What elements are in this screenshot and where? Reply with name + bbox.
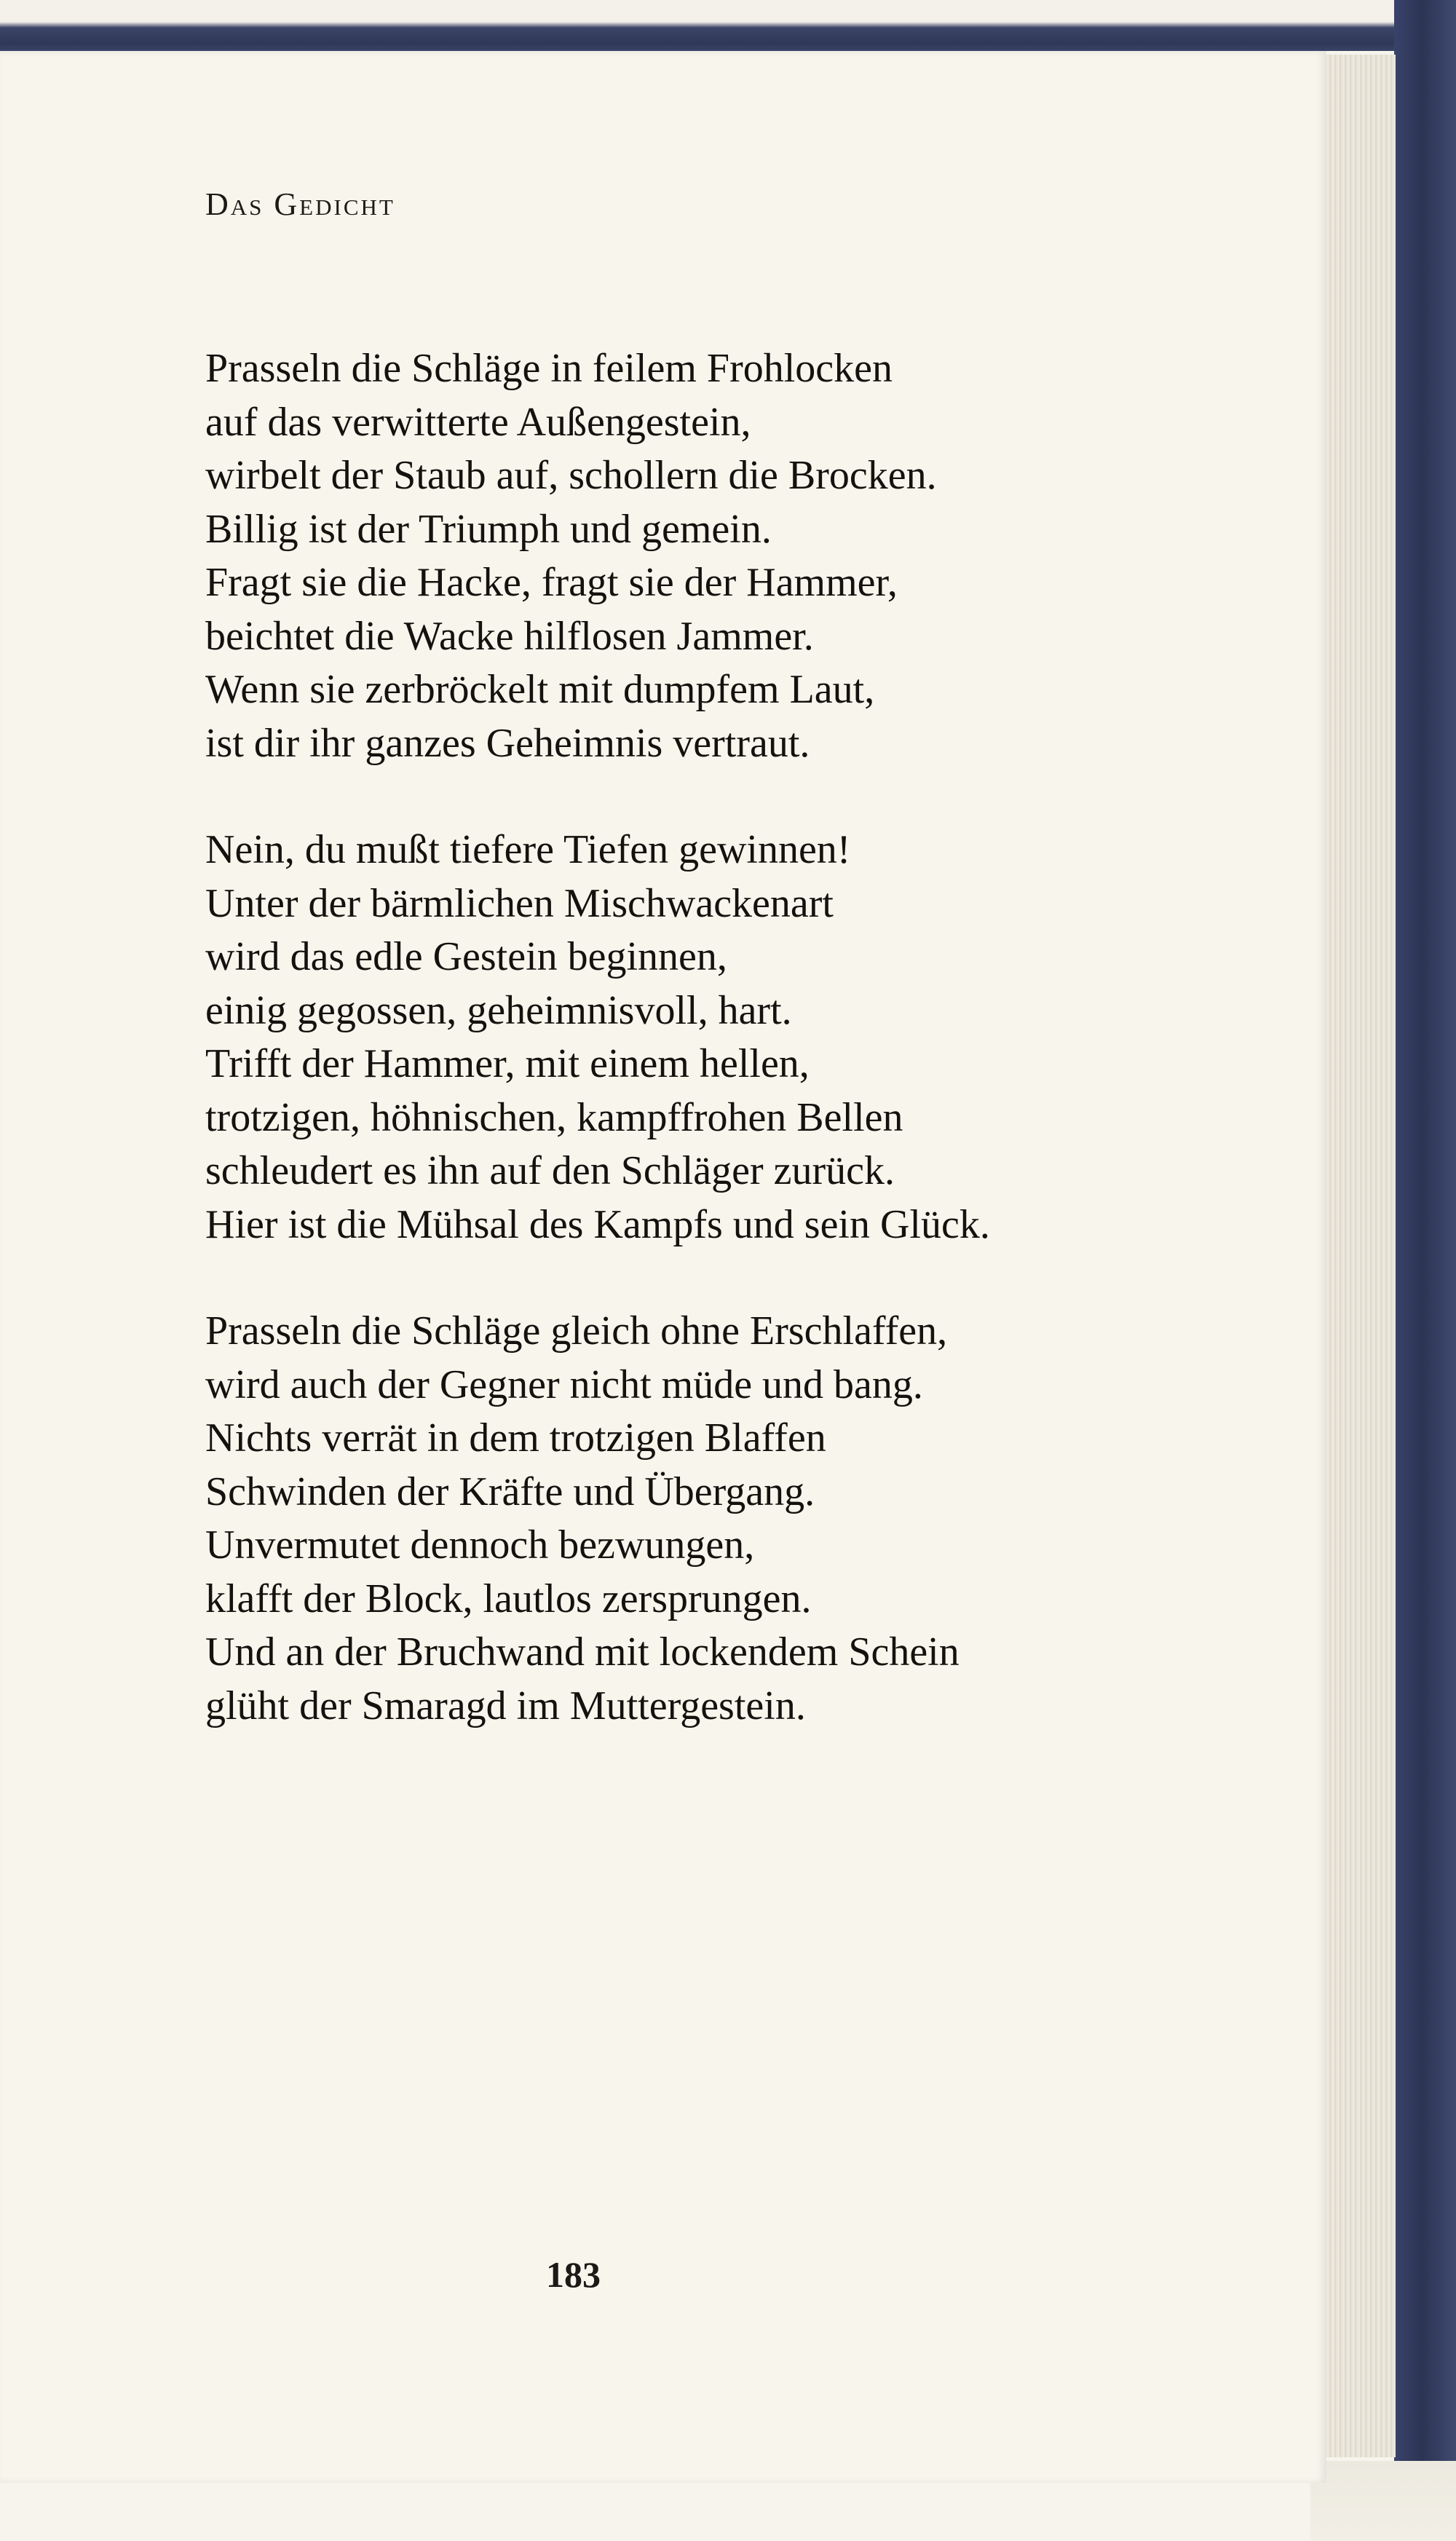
poem-line: Prasseln die Schläge gleich ohne Erschlaffen, bbox=[205, 1308, 948, 1354]
poem-line: Und an der Bruchwand mit lockendem Schein bbox=[205, 1629, 960, 1675]
poem-line: Schwinden der Kräfte und Übergang. bbox=[205, 1469, 815, 1514]
poem-line: klafft der Block, lautlos zersprungen. bbox=[205, 1576, 812, 1621]
poem-line: glüht der Smaragd im Muttergestein. bbox=[205, 1683, 806, 1728]
book-cover-right-edge bbox=[1394, 0, 1456, 2541]
poem-line: schleudert es ihn auf den Schläger zurück. bbox=[205, 1148, 895, 1193]
stanza-1 bbox=[205, 342, 1312, 770]
running-head: Das Gedicht bbox=[205, 186, 395, 222]
poem-line: einig gegossen, geheimnisvoll, hart. bbox=[205, 987, 792, 1033]
poem-line: Prasseln die Schläge in feilem Frohlocken bbox=[205, 346, 893, 391]
stanza-2 bbox=[205, 823, 1312, 1252]
poem-line: Wenn sie zerbröckelt mit dumpfem Laut, bbox=[205, 667, 875, 712]
stanza-3 bbox=[205, 1305, 1312, 1733]
poem-line: wird auch der Gegner nicht müde und bang. bbox=[205, 1362, 923, 1407]
book-cover-top-edge bbox=[0, 0, 1456, 51]
poem-line: Nein, du mußt tiefere Tiefen gewinnen! bbox=[205, 827, 851, 872]
poem-line: Fragt sie die Hacke, fragt sie der Hammer, bbox=[205, 560, 898, 605]
poem-line: Hier ist die Mühsal des Kampfs und sein Glück. bbox=[205, 1201, 990, 1247]
page-number: 183 bbox=[546, 2254, 601, 2295]
poem-line: auf das verwitterte Außengestein, bbox=[205, 399, 751, 445]
poem-line: Unter der bärmlichen Mischwackenart bbox=[205, 880, 834, 926]
poem-line: wird das edle Gestein beginnen, bbox=[205, 934, 727, 979]
poem-line: Unvermutet dennoch bezwungen, bbox=[205, 1522, 755, 1568]
poem-line: Nichts verrät in dem trotzigen Blaffen bbox=[205, 1415, 826, 1461]
poem-line: trotzigen, höhnischen, kampffrohen Bellen bbox=[205, 1094, 903, 1140]
book-cover-bottom-corner bbox=[1310, 2461, 1456, 2541]
poem-line: Billig ist der Triumph und gemein. bbox=[205, 506, 772, 552]
page-edges bbox=[1325, 55, 1396, 2457]
poem-line: Trifft der Hammer, mit einem hellen, bbox=[205, 1041, 810, 1086]
poem bbox=[205, 342, 1312, 1786]
poem-line: beichtet die Wacke hilflosen Jammer. bbox=[205, 613, 814, 659]
poem-line: wirbelt der Staub auf, schollern die Brocken. bbox=[205, 453, 937, 498]
poem-line: ist dir ihr ganzes Geheimnis vertraut. bbox=[205, 720, 810, 766]
